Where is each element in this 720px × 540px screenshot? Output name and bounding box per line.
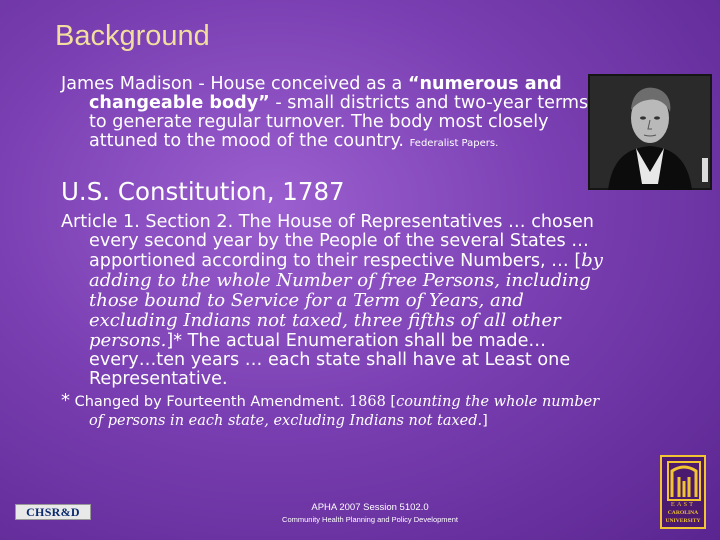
amendment-note [61,391,609,431]
note-text: Changed by Fourteenth Amendment. [70,394,349,410]
ecu-university: UNIVERSITY [665,518,701,524]
ecu-east: EAST [670,501,696,508]
ecu-logo [660,455,706,529]
chsrd-logo: CHSR&D [15,504,91,520]
madison-source: Federalist Papers. [409,138,499,149]
ecu-cupola-icon [667,461,701,501]
note-year: 1868 [348,394,386,410]
note-open-bracket: [ [385,394,397,410]
slide-title: Background [55,20,210,52]
article-text-2: ]* The actual Enumeration shall be made…every…ten years … each state shall have at Least one Representative. [89,331,571,389]
footer-subtitle: Community Health Planning and Policy Development [282,515,458,524]
portrait-image [588,74,712,190]
footer-session: APHA 2007 Session 5102.0 [311,502,429,513]
madison-rest: - small districts and two-year terms to generate regular turnover. The body most closely attuned to the mood of the country. [89,93,589,151]
note-italic: counting the whole number of persons in each state, excluding Indians not taxed. [89,394,600,429]
madison-intro: James Madison - House conceived as a [61,74,408,94]
madison-quote: “numerous and changeable body” [89,74,562,113]
note-close-bracket: ] [482,413,488,429]
constitution-heading: U.S. Constitution, 1787 [61,177,345,206]
article-text-1: Article 1. Section 2. The House of Representatives … chosen every second year by the People of the several States … apportioned according to their respective Numbers, … [ [61,212,594,271]
note-asterisk: * [61,390,70,411]
ecu-carolina: CAROLINA [667,510,699,516]
article-paragraph [61,213,609,389]
madison-portrait [588,74,712,190]
article-italic: by adding to the whole Number of free Persons, including those bound to Service for a Term of Years, and excluding Indians not taxed, three fifths of all other persons. [89,250,603,351]
madison-paragraph [61,75,607,153]
